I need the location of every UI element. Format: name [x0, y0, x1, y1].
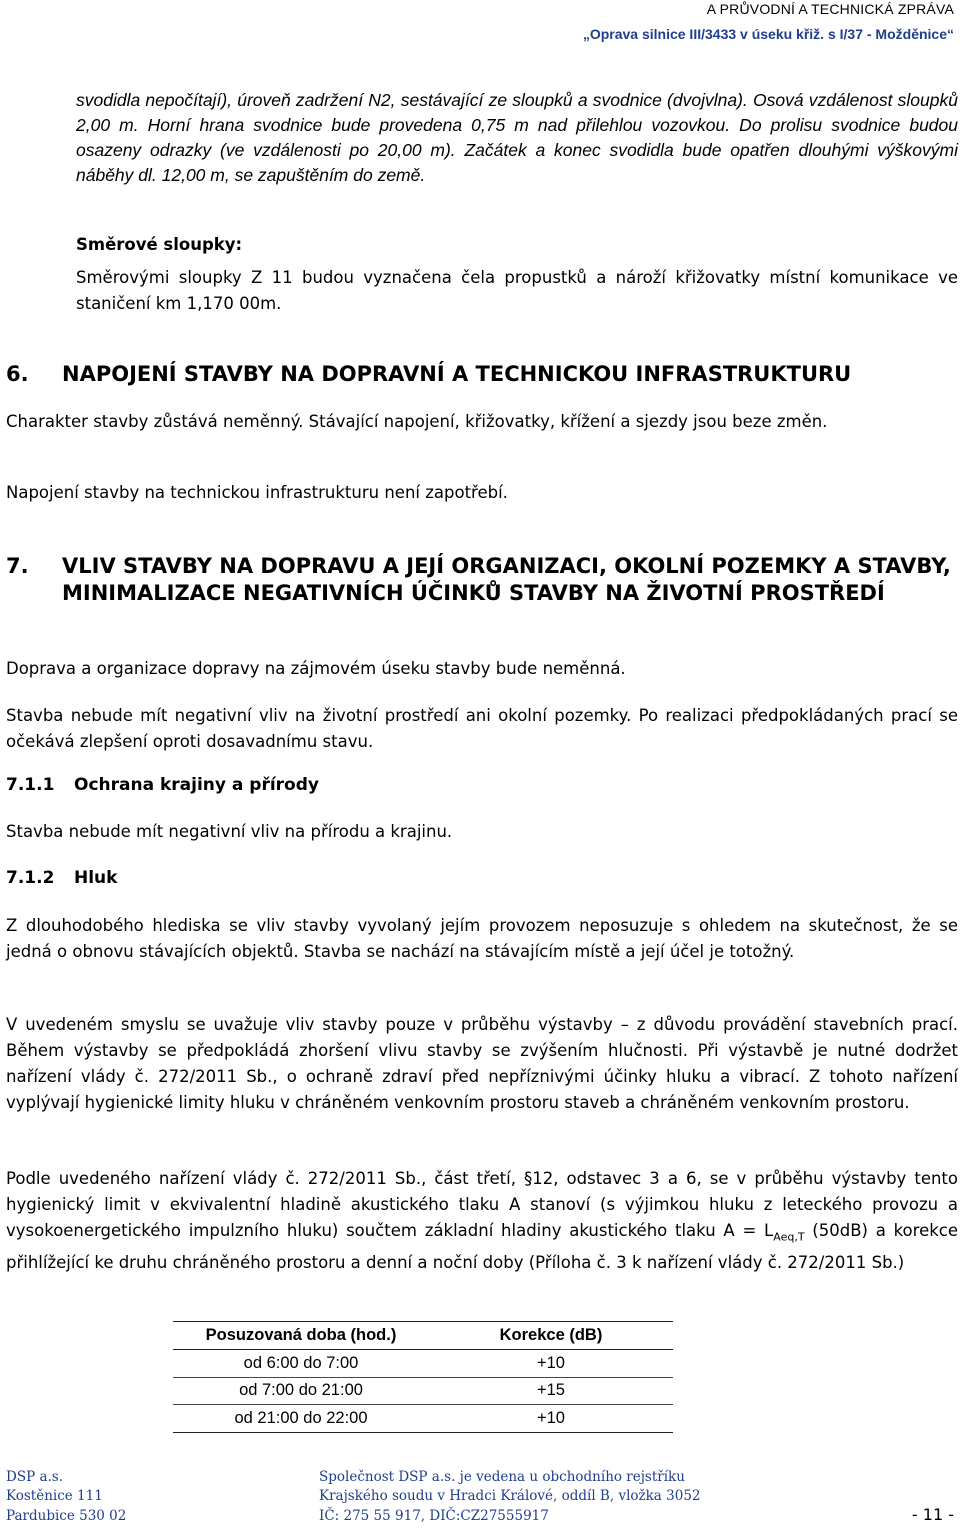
section-7-1-2-paragraph-2: V uvedeném smyslu se uvažuje vliv stavby pouze v průběhu výstavby – z důvodu provádění stavebních prací. Během výstavby se předpokládá zhoršení vlivu stavby se zvýšením hlučnosti. Při výstavbě je nutné dodržet nařízení vlády č. 272/2011 Sb., o ochraně zdraví před nepříznivými účinky hluku a vibrací. Z tohoto nařízení vyplývají hygienické limity hluku v chráněném venkovním prostoru staveb a chráněném venkovním prostoru. [6, 1015, 958, 1112]
section-7-1-2-paragraph-3 [6, 1166, 958, 1276]
page-number: - 11 - [911, 1505, 954, 1524]
footer-registry-line-1: Společnost DSP a.s. je vedena u obchodního rejstříku [319, 1469, 685, 1485]
section-6-paragraph-2: Napojení stavby na technickou infrastrukturu není zapotřebí. [6, 483, 508, 502]
footer-city: Pardubice 530 02 [6, 1508, 127, 1524]
section-7-1-2-number: 7.1.2 [6, 868, 55, 888]
table-cell-correction: +10 [429, 1350, 673, 1378]
section-7-title: VLIV STAVBY NA DOPRAVU A JEJÍ ORGANIZACI, OKOLNÍ POZEMKY A STAVBY, MINIMALIZACE NEGATIVNÍCH ÚČINKŮ STAVBY NA ŽIVOTNÍ PROSTŘEDÍ [62, 554, 951, 605]
section-7-paragraph-2: Stavba nebude mít negativní vliv na životní prostředí ani okolní pozemky. Po realizaci předpokládaných prací se očekává zlepšení oproti dosavadnímu stavu. [6, 706, 958, 751]
table-cell-correction: +10 [429, 1405, 673, 1433]
table-cell-period: od 7:00 do 21:00 [173, 1377, 429, 1405]
section-7-paragraph-1: Doprava a organizace dopravy na zájmovém úseku stavby bude neměnná. [6, 659, 626, 678]
footer-street: Kostěnice 111 [6, 1488, 103, 1504]
section-7-1-1-title: Ochrana krajiny a přírody [74, 775, 319, 795]
section-7-1-1-paragraph: Stavba nebude mít negativní vliv na přírodu a krajinu. [6, 822, 453, 841]
header-project-name: „Oprava silnice III/3433 v úseku křiž. s I/37 - Možděnice“ [582, 26, 954, 42]
table-cell-period: od 6:00 do 7:00 [173, 1350, 429, 1378]
paragraph-3-text-before: Podle uvedeného nařízení vlády č. 272/2011 Sb., část třetí, §12, odstavec 3 a 6, se v průběhu výstavby tento hygienický limit v ekvivalentní hladině akustického tlaku A stanoví (s výjimkou hluku z leteckého provozu a vysokoenergetického impulzního hluku) součtem základní hladiny akustického tlaku A = L [6, 1169, 958, 1240]
table-row [173, 1350, 673, 1378]
laeq-subscript: Aeq,T [773, 1230, 805, 1244]
table-header-period: Posuzovaná doba (hod.) [173, 1322, 429, 1350]
intro-text: ), úroveň zadržení N2, sestávající ze sloupků a svodnice (dvojvlna). Osová vzdálenost sloupků 2,00 m. Horní hrana svodnice bude provedena 0,75 m nad přilehlou vozovkou. Do prolisu svodnice budou osazeny odrazky (ve vzdálenosti po 20,00 m). Začátek a konec svodidla bude opatřen dlouhými výškovými náběhy dl. 12,00 m, se zapuštěním do země. [76, 90, 958, 185]
section-7-1-2-paragraph-1: Z dlouhodobého hlediska se vliv stavby vyvolaný jejím provozem neposuzuje s ohledem na skutečnost, že se jedná o obnovu stávajících objektů. Stavba se nachází na stávajícím místě a její účel je totožný. [6, 916, 958, 961]
table-row [173, 1405, 673, 1433]
intro-paragraph [76, 88, 958, 188]
smerove-text: Směrovými sloupky Z 11 budou vyznačena čela propustků a nároží křižovatky místní komunikace ve staničení km 1,170 00m. [76, 268, 958, 313]
section-7-1-1-heading [6, 773, 319, 797]
section-7-1-1-number: 7.1.1 [6, 775, 55, 795]
table-cell-correction: +15 [429, 1377, 673, 1405]
section-7-1-2-title: Hluk [74, 868, 118, 888]
section-6-paragraph-1: Charakter stavby zůstává neměnný. Stávající napojení, křižovatky, křížení a sjezdy jsou beze změn. [6, 412, 828, 431]
intro-italic-lead: svodidla nepočítají [76, 90, 222, 110]
section-7-number: 7. [6, 554, 29, 578]
footer-company-ids: IČ: 275 55 917, DIČ:CZ27555917 [319, 1508, 549, 1524]
section-6-number: 6. [6, 362, 29, 386]
table-header-row [173, 1322, 673, 1350]
table-row [173, 1377, 673, 1405]
header-document-title: A PRŮVODNÍ A TECHNICKÁ ZPRÁVA [706, 1, 954, 17]
noise-correction-table [173, 1321, 673, 1433]
smerove-heading: Směrové sloupky: [76, 235, 243, 254]
table-cell-period: od 21:00 do 22:00 [173, 1405, 429, 1433]
section-6-title: NAPOJENÍ STAVBY NA DOPRAVNÍ A TECHNICKOU INFRASTRUKTURU [62, 362, 852, 386]
table-header-correction: Korekce (dB) [429, 1322, 673, 1350]
footer-company-name: DSP a.s. [6, 1469, 64, 1485]
paragraph-3-text-after: (50dB) a korekce přihlížející ke druhu chráněného prostoru a denní a noční doby (Příloha č. 3 k nařízení vlády č. 272/2011 Sb.) [6, 1221, 958, 1273]
footer-registry-line-2: Krajského soudu v Hradci Králové, oddíl B, vložka 3052 [319, 1488, 701, 1504]
section-7-heading [6, 553, 958, 607]
section-6-heading [6, 361, 958, 388]
section-7-1-2-heading [6, 866, 117, 890]
